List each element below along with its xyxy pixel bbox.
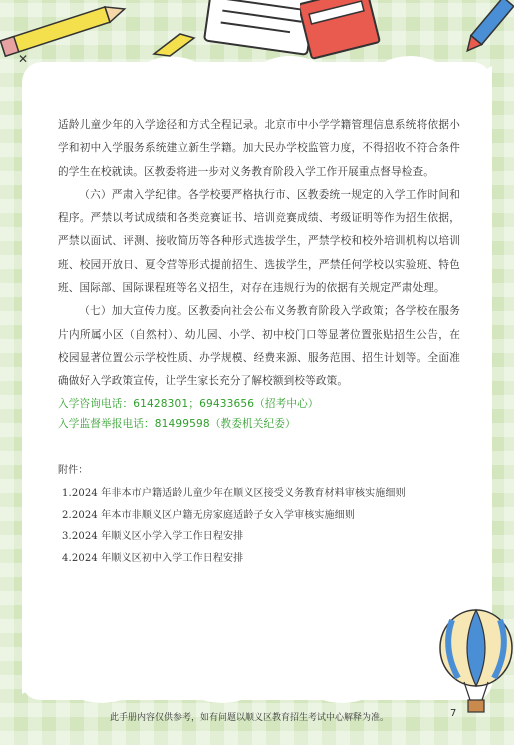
footer-disclaimer: 此手册内容仅供参考，如有问题以顺义区教育招生考试中心解释为准。 [110,713,390,723]
pencil-icon [458,0,514,60]
footer [0,708,514,728]
annex-label: 附件： [58,464,89,476]
hot-air-balloon-icon [436,608,514,718]
paragraph-admission-discipline: （六）严肃入学纪律。各学校要严格执行市、区教委统一规定的入学工作时间和程序。严禁以考试成绩和各类竞赛证书、培训竞赛成绩、考级证明等作为招生依据，严禁以面试、评测、接收简历等各种形式选拔学生，严禁学校和校外培训机构以培训班、校园开放日、夏令营等形式提前招生、选拔学生，严禁任何学校以实验班、特色班、国际部、国际课程班等名义招生，对存在违规行为的依据有关规定严肃处理。 [58,188,460,295]
annex-item: 2.2024 年本市非顺义区户籍无房家庭适龄子女入学审核实施细则 [62,509,355,521]
binder-clip-icon [150,28,200,58]
annex-list [58,460,460,570]
annex-item: 1.2024 年非本市户籍适龄儿童少年在顺义区接受义务教育材料审核实施细则 [62,488,406,500]
paragraph-1: 适龄儿童少年的入学途径和方式全程记录。北京市中小学学籍管理信息系统将依据小学和初中入学服务系统建立新生学籍。加大民办学校监管力度，不得招收不符合条件的学生在校就读。区教委将进一步对义务教育阶段入学工作开展重点督导检查。 [58,119,460,178]
report-hotline: 入学监督举报电话：81499598（教委机关纪委） [58,417,296,430]
consult-hotline: 入学咨询电话：61428301；69433656（招考中心） [58,397,319,410]
pencil-icon [0,0,130,60]
red-book-icon [300,0,390,60]
page-number: 7 [450,708,457,719]
annex-item: 3.2024 年顺义区小学入学工作日程安排 [62,531,244,543]
document-body [58,114,460,569]
paragraph-publicity: （七）加大宣传力度。区教委向社会公布义务教育阶段入学政策；各学校在服务片内所属小区（自然村）、幼儿园、小学、初中校门口等显著位置张贴招生公告，在校园显著位置公示学校性质、办学规模、经费来源、服务范围、招生计划等。全面准确做好入学政策宣传，让学生家长充分了解校额到校等政策。 [58,305,460,388]
annex-item: 4.2024 年顺义区初中入学工作日程安排 [62,552,244,564]
sparkle-icon: ✕ [18,52,29,66]
